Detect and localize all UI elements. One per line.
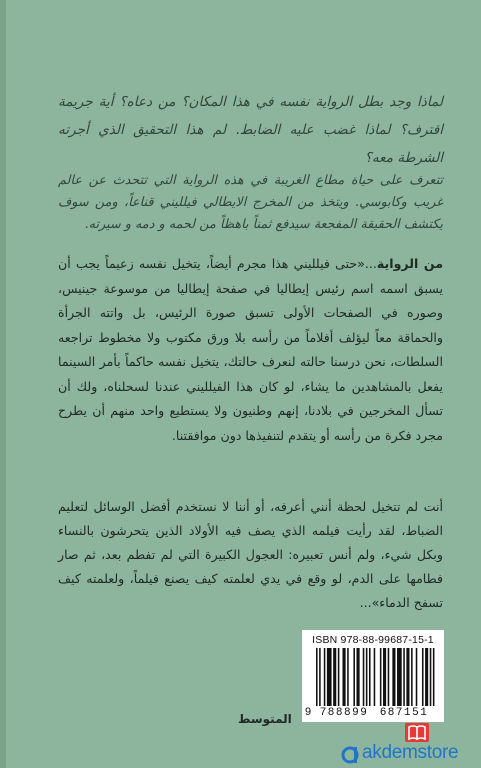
barcode-bar [316, 648, 318, 706]
barcode-icon [316, 648, 436, 706]
barcode-bar [422, 648, 424, 706]
blurb-paragraph-2 [58, 170, 443, 236]
barcode-bar [392, 648, 395, 706]
barcode-bar [369, 648, 371, 706]
excerpt-text-2: أنت لم تتخيل لحظة أنني أعرفه، أو أننا لا نستخدم أفضل الوسائل لتعليم الضباط، لقد رأيت فيلمه الذي يصف فيه الأولاد الذين يتحرشون بالنساء وبكل شيء، ولم أنس تعبيره: العجول الكبيرة التي لم تفطم بعد، ثم صار فطامها على الدم، لو وقع في يدي لعلمته كيف يصنع فيلماً، ولعلمته كيف تسفح الدماء»... [58, 499, 443, 610]
barcode-bar [353, 648, 355, 706]
store-name: akdemstore [362, 742, 459, 763]
excerpt-text [58, 252, 443, 448]
barcode-digit-first: 9 [304, 707, 312, 719]
excerpt-lead: من الرواية [376, 256, 444, 271]
barcode-digits [302, 707, 444, 719]
barcode-bar [338, 648, 340, 706]
barcode-bar [416, 648, 418, 706]
barcode-bar [383, 648, 386, 706]
store-watermark [340, 740, 481, 768]
excerpt-body: ...«حتى فيلليني هذا مجرم أيضاً، يتخيل نفسه زعيماً يجب أن يسبق اسمه اسم رئيس إيطاليا في صفحة إيطاليا من موسوعة جينيس، وصوره في الصفحات الأولى تسبق صورة الرئيس، بل واتته الجرأة والحماقة معاً ليؤلف أفلاماً من رأسه بلا ورق مكتوب ولا مخطوط تراجعه السلطات، نحن درسنا حالته لنعرف حالتك، يتخيل نفسه حاكماً بأمر السينما يفعل بالمشاهدين ما يشاء، لو كان هذا الفيلليني عندنا لسحلناه، ولك أن تسأل المخرجين في بلادنا، إنهم وطنيون ولا يستطيع واحد منهم أن يطرح مجرد فكرة من رأسه أو يتقدم لتنفيذها دون موافقتنا. [58, 256, 443, 443]
barcode-bar [388, 648, 390, 706]
barcode-panel [302, 630, 444, 722]
excerpt-paragraph-2 [58, 495, 443, 615]
barcode-bar [403, 648, 405, 706]
isbn-label: ISBN 978-88-99687-15-1 [312, 634, 434, 646]
barcode-digits-left: 788899 [319, 707, 369, 719]
barcode-bar [363, 648, 365, 706]
cover-edge [0, 0, 6, 768]
barcode-bar [357, 648, 360, 706]
barcode-bar [347, 648, 349, 706]
barcode-bar [425, 648, 428, 706]
barcode-bar [397, 648, 402, 706]
barcode-bar [324, 648, 326, 706]
barcode-bar [327, 648, 332, 706]
blurb-paragraph-1 [58, 88, 443, 172]
barcode-bar [319, 648, 321, 706]
blurb-text-1: لماذا وجد بطل الرواية نفسه في هذا المكان؟ من دعاه؟ أية جريمة اقترف؟ لماذا غضب عليه الضابط. لم هذا التحقيق الذي أجرته الشرطة معه؟ [58, 94, 443, 166]
barcode-bar [333, 648, 336, 706]
barcode-bar [433, 648, 435, 706]
barcode-bar [380, 648, 382, 706]
barcode-bar [406, 648, 409, 706]
store-logo-icon [340, 744, 360, 764]
blurb-text-2: تتعرف على حياة مطاع الغريبة في هذه الرواية التي تتحدث عن عالم غريب وكابوسي. ويتخذ من المخرج الايطالي فيلليني قناعاً، ومن سوف يكتشف الحقيقة المفجعة سيدفع ثمناً باهظاً من لحمه و دمه و سيرته. [58, 173, 443, 232]
barcode-bar [430, 648, 432, 706]
publisher-logo: المتوسط [238, 712, 292, 726]
barcode-bar [366, 648, 368, 706]
barcode-bar [411, 648, 413, 706]
excerpt-paragraph [58, 252, 443, 448]
barcode-bar [374, 648, 376, 706]
barcode-bar [342, 648, 345, 706]
barcode-digits-right: 687151 [379, 707, 429, 719]
